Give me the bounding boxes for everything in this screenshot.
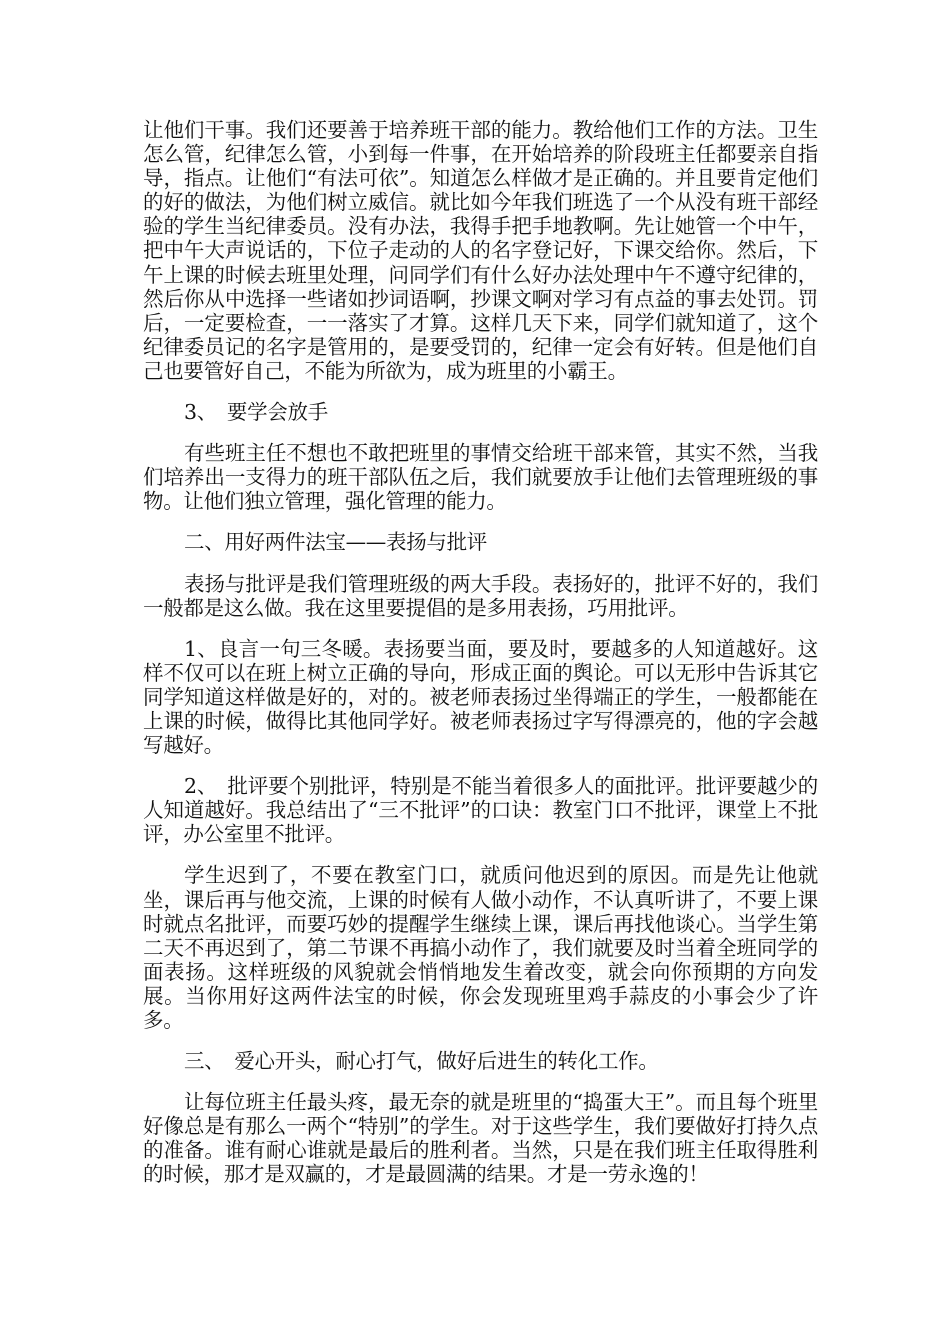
paragraph-let-go: 有些班主任不想也不敢把班里的事情交给班干部来管，其实不然，当我们培养出一支得力的班干部队伍之后，我们就要放手让他们去管理班级的事物。让他们独立管理，强化管理的能力。 xyxy=(143,441,818,514)
paragraph-praise-and-criticism: 表扬与批评是我们管理班级的两大手段。表扬好的，批评不好的，我们一般都是这么做。我在这里要提倡的是多用表扬，巧用批评。 xyxy=(143,571,818,620)
document-body xyxy=(143,118,818,1187)
heading-struggling-students: 三、 爱心开头，耐心打气，做好后进生的转化工作。 xyxy=(184,1049,659,1074)
paragraph-criticism: 2、 批评要个别批评，特别是不能当着很多人的面批评。批评要越少的人知道越好。我总结出了“三不批评”的口诀：教室门口不批评，课堂上不批评，办公室里不批评。 xyxy=(143,774,818,847)
paragraph-praise: 1、良言一句三冬暖。表扬要当面，要及时，要越多的人知道越好。这样不仅可以在班上树立正确的导向，形成正面的舆论。可以无形中告诉其它同学知道这样做是好的，对的。被老师表扬过坐得端正的学生，一般都能在上课的时候，做得比其他同学好。被老师表扬过字写得漂亮的，他的字会越写越好。 xyxy=(143,636,818,758)
paragraph-late-students: 学生迟到了，不要在教室门口，就质问他迟到的原因。而是先让他就坐，课后再与他交流，上课的时候有人做小动作，不认真听讲了，不要上课时就点名批评，而要巧妙的提醒学生继续上课，课后再找他谈心。当学生第二天不再迟到了，第二节课不再搞小动作了，我们就要及时当着全班同学的面表扬。这样班级的风貌就会悄悄地发生着改变，就会向你预期的方向发展。当你用好这两件法宝的时候，你会发现班里鸡手蒜皮的小事会少了许多。 xyxy=(143,863,818,1032)
heading-let-go: 3、 要学会放手 xyxy=(184,400,328,425)
paragraph-struggling-students: 让每位班主任最头疼，最无奈的就是班里的“捣蛋大王”。而且每个班里好像总是有那么一两个“特别”的学生。对于这些学生，我们要做好打持久点的准备。谁有耐心谁就是最后的胜利者。当然，只是在我们班主任取得胜利的时候，那才是双赢的，才是最圆满的结果。才是一劳永逸的！ xyxy=(143,1090,818,1187)
heading-praise-and-criticism: 二、用好两件法宝——表扬与批评 xyxy=(184,530,487,555)
paragraph-continued: 让他们干事。我们还要善于培养班干部的能力。教给他们工作的方法。卫生怎么管，纪律怎么管，小到每一件事，在开始培养的阶段班主任都要亲自指导，指点。让他们“有法可依”。知道怎么样做才是正确的。并且要肯定他们的好的做法，为他们树立威信。就比如今年我们班选了一个从没有班干部经验的学生当纪律委员。没有办法，我得手把手地教啊。先让她管一个中午，把中午大声说话的，下位子走动的人的名字登记好，下课交给你。然后，下午上课的时候去班里处理，问同学们有什么好办法处理中午不遵守纪律的，然后你从中选择一些诸如抄词语啊，抄课文啊对学习有点益的事去处罚。罚后，一定要检查，一一落实了才算。这样几天下来，同学们就知道了，这个纪律委员记的名字是管用的，是要受罚的，纪律一定会有好转。但是他们自己也要管好自己，不能为所欲为，成为班里的小霸王。 xyxy=(143,118,818,383)
